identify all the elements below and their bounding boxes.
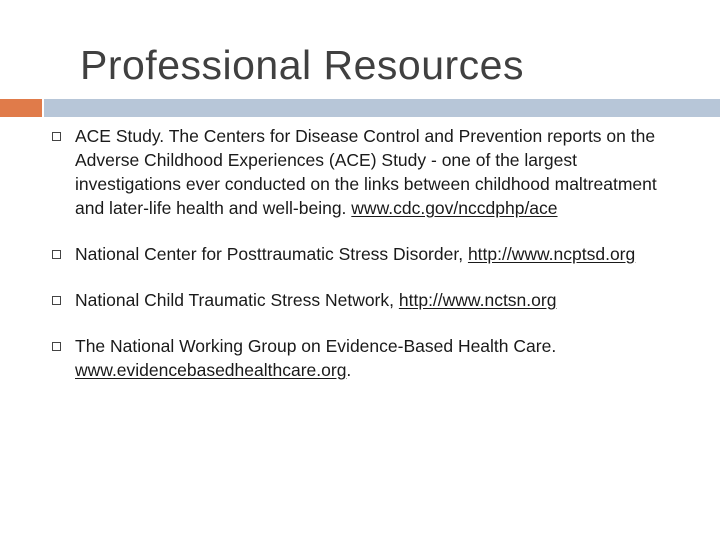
- evidencebased-link[interactable]: www.evidencebasedhealthcare.org: [75, 360, 347, 380]
- accent-bar: [0, 99, 42, 117]
- slide-title: Professional Resources: [80, 42, 524, 88]
- item-text: National Child Traumatic Stress Network,: [75, 290, 399, 310]
- bullet-list: [52, 124, 672, 404]
- item-text: National Center for Posttraumatic Stress Disorder,: [75, 244, 468, 264]
- list-item-evidence-based: [52, 334, 672, 382]
- list-item-ace-study: [52, 124, 672, 220]
- square-bullet-icon: [52, 132, 61, 141]
- list-item-ncptsd: [52, 242, 672, 266]
- item-suffix: .: [346, 360, 352, 380]
- square-bullet-icon: [52, 250, 61, 259]
- list-item-nctsn: [52, 288, 672, 312]
- cdc-ace-link[interactable]: www.cdc.gov/nccdphp/ace: [351, 198, 558, 218]
- item-text: The National Working Group on Evidence-Based Health Care.: [75, 336, 557, 356]
- ncptsd-link[interactable]: http://www.ncptsd.org: [467, 244, 636, 264]
- title-rule-bar: [44, 99, 720, 117]
- item-text: ACE Study. The Centers for Disease Control and Prevention reports on the Adverse Childhood Experiences (ACE) Study - one of the largest investigations ever conducted on the links between childhood maltreatment and later-life health and well-being.: [75, 126, 657, 218]
- square-bullet-icon: [52, 296, 61, 305]
- nctsn-link[interactable]: http://www.nctsn.org: [398, 290, 557, 310]
- square-bullet-icon: [52, 342, 61, 351]
